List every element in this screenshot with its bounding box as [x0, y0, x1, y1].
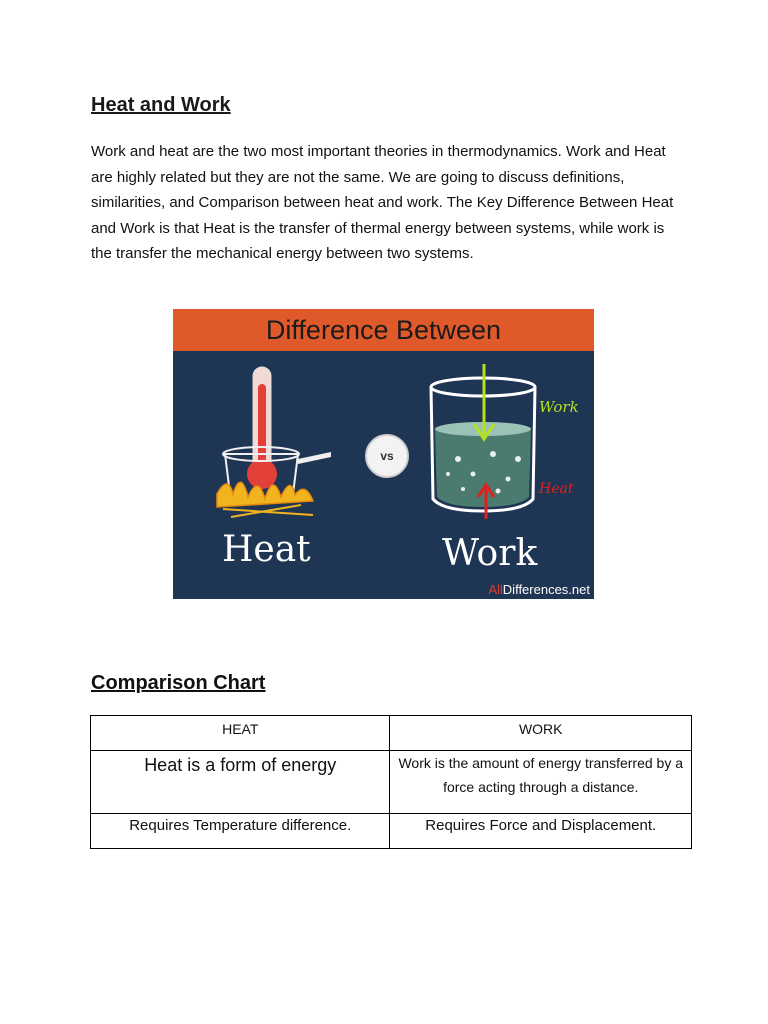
table-cell: Requires Force and Displacement.	[390, 814, 692, 849]
work-label: Work	[442, 533, 538, 574]
intro-paragraph: Work and heat are the two most important theories in thermodynamics. Work and Heat are highly related but they are not the same. We are going to discuss definitions, similarities, and Comparison between heat and work. The Key Difference Between Heat and Work is that Heat is the transfer of thermal energy between systems, while work is the transfer the mechanical energy between two systems.	[91, 143, 674, 262]
table-cell: Heat is a form of energy	[91, 751, 390, 814]
header-heat: HEAT	[91, 716, 390, 751]
table-cell: Requires Temperature difference.	[91, 814, 390, 849]
heat-label: Heat	[222, 529, 311, 570]
comparison-table	[90, 715, 692, 849]
fire-wood	[223, 505, 313, 517]
table-row	[91, 751, 692, 814]
vs-badge: vs	[365, 434, 409, 478]
work-arrow-label: Work	[539, 398, 579, 416]
source-watermark: AllDifferences.net	[488, 582, 590, 597]
figure-header: Difference Between	[173, 309, 594, 351]
pot-handle	[298, 452, 331, 464]
table-row	[91, 814, 692, 849]
heat-vs-work-illustration	[173, 309, 594, 599]
table-cell: Work is the amount of energy transferred by a force acting through a distance.	[390, 751, 692, 814]
page-title: Heat and Work	[91, 94, 231, 116]
header-work: WORK	[390, 716, 692, 751]
table-header-row	[91, 716, 692, 751]
heat-arrow-label: Heat	[539, 481, 574, 497]
comparison-chart-title: Comparison Chart	[91, 672, 266, 694]
